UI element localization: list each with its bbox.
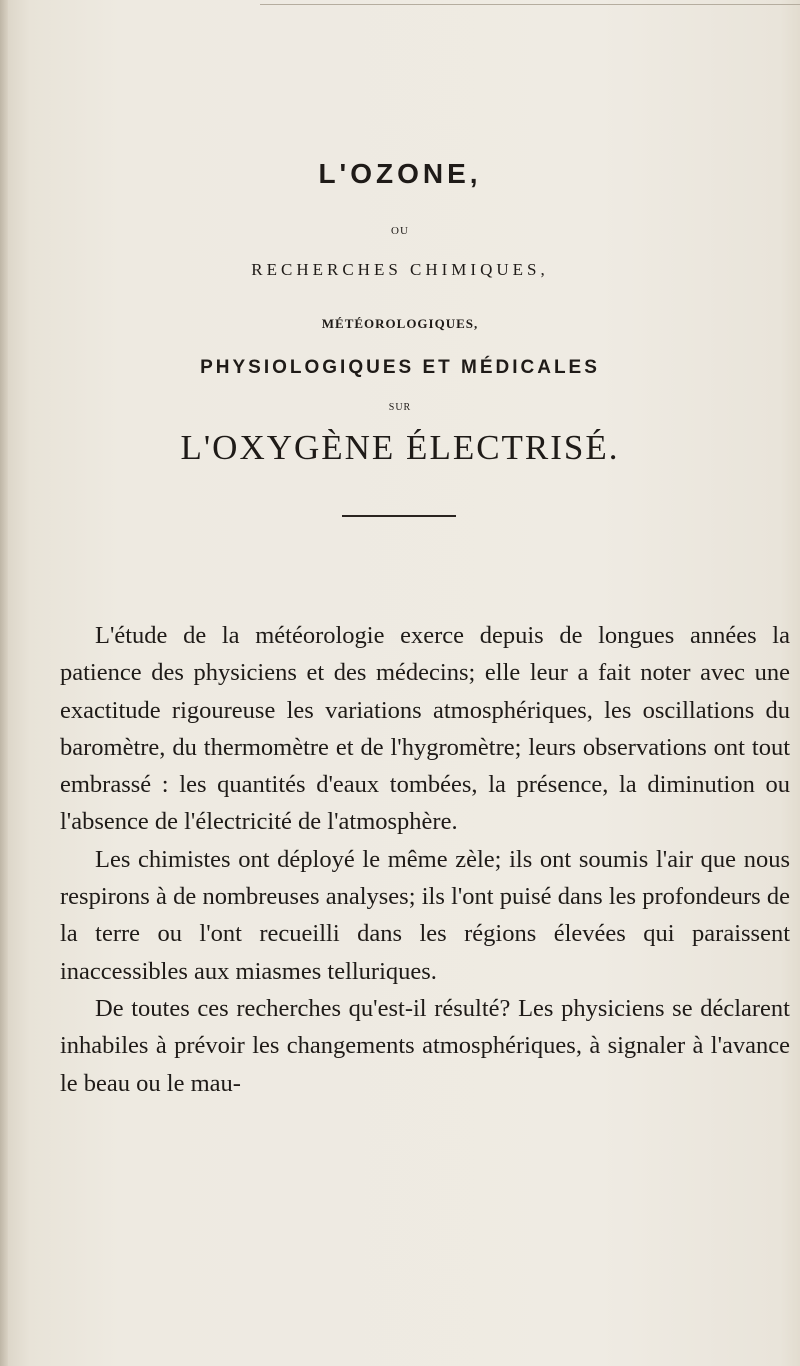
top-border-line [260, 4, 800, 5]
paragraph: Les chimistes ont déployé le même zèle; ils ont soumis l'air que nous respirons à de nombreuses analyses; ils l'ont puisé dans les profondeurs de la terre ou l'ont recueilli dans les régions élevées qui paraissent inaccessibles aux miasmes telluriques. [60, 845, 790, 985]
title-physiologiques: PHYSIOLOGIQUES ET MÉDICALES [200, 357, 600, 378]
title-oxygene: L'OXYGÈNE ÉLECTRISÉ. [180, 428, 620, 467]
body-text [60, 617, 790, 1102]
title-meteorologiques: MÉTÉOROLOGIQUES, [321, 316, 479, 331]
title-recherches: RECHERCHES CHIMIQUES, [251, 260, 549, 279]
title-ou: OU [391, 225, 409, 237]
separator-rule [342, 515, 456, 517]
paragraph: L'étude de la météorologie exerce depuis de longues années la patience des physiciens et des médecins; elle leur a fait noter avec une exactitude rigoureuse les variations atmosphériques, les oscillations du baromètre, du thermomètre et de l'hygromètre; leurs observations ont tout embrassé : les quantités d'eaux tombées, la présence, la diminution ou l'absence de l'électricité de l'atmosphère. [60, 622, 790, 836]
title-sur: SUR [388, 402, 412, 413]
paragraph: De toutes ces recherches qu'est-il résulté? Les physiciens se déclarent inhabiles à prévoir les changements atmosphériques, à signaler à l'avance le beau ou le mau- [60, 994, 790, 1097]
title-main: L'OZONE, [318, 158, 482, 189]
page-edge-shadow [0, 0, 8, 1366]
